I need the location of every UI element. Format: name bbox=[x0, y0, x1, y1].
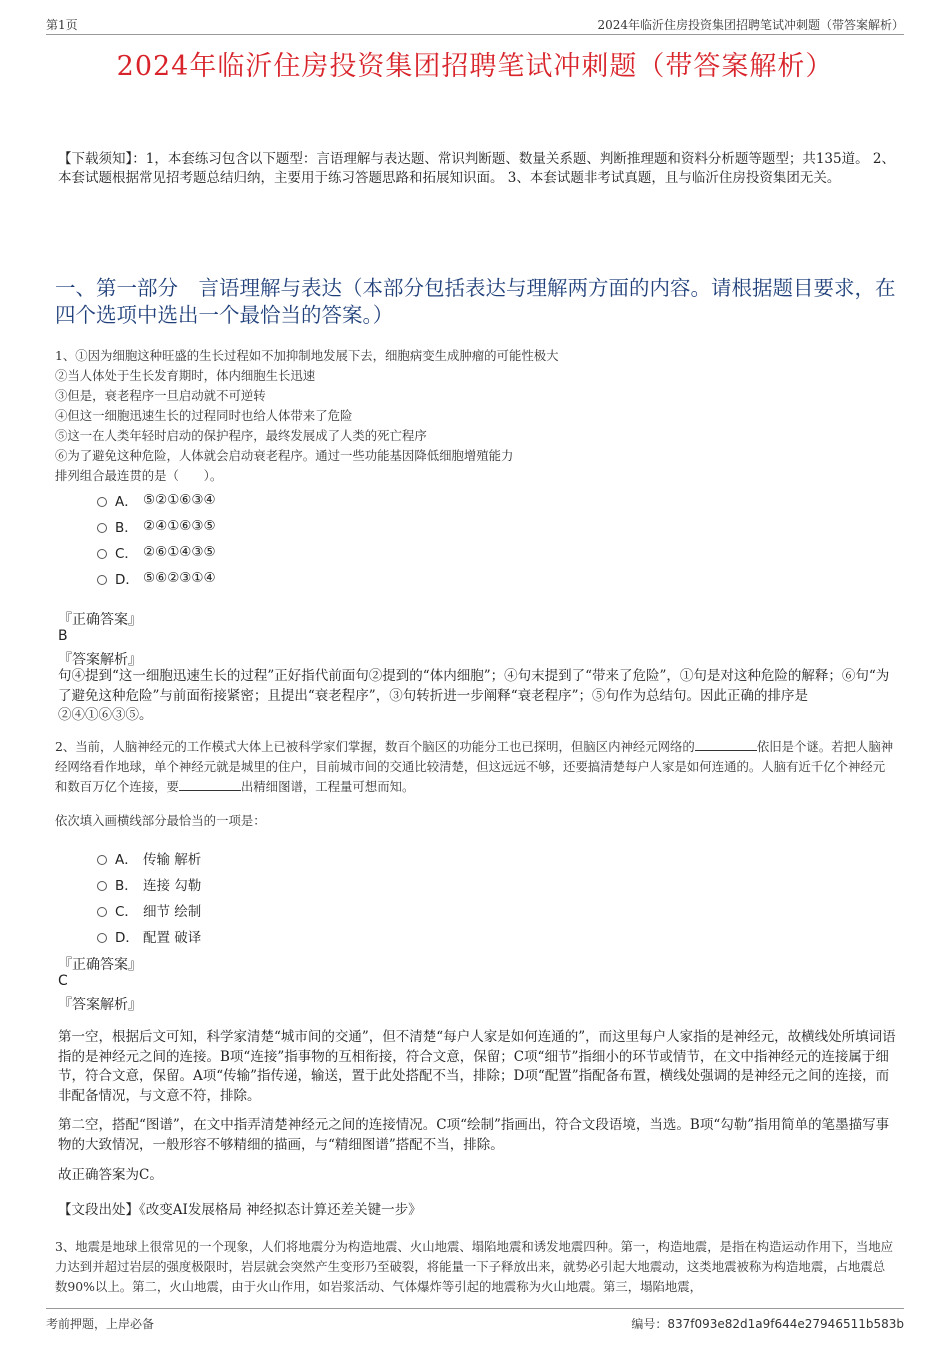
q1-option-a[interactable]: A． ⑤②①⑥③④ bbox=[97, 487, 216, 513]
q2-answer: C bbox=[58, 973, 68, 989]
q2-explanation-para-1: 第一空，根据后文可知，科学家清楚“城市间的交通”，但不清楚“每户人家是如何连通的”，而这里每户人家指的是神经元，故横线处所填词语指的是神经元之间的连接。B项“连接”指事物的互相衔接，符合文意，保留；C项“细节”指细小的环节或情节，在文中指神经元的连接属于细节，符合文意，保留。A项“传输”指传递，输送，置于此处搭配不当，排除；D项“配置”指配备布置，横线处强调的是神经元之间的连接，而非配备情况，与文意不符，排除。 bbox=[58, 1029, 896, 1104]
radio-icon[interactable] bbox=[97, 907, 107, 917]
q1-answer: B bbox=[58, 628, 68, 644]
q1-explanation-label: 『答案解析』 bbox=[58, 652, 142, 668]
page-title: 2024年临沂住房投资集团招聘笔试冲刺题（带答案解析） bbox=[116, 51, 834, 82]
q1-line: 1、①因为细胞这种旺盛的生长过程如不加抑制地发展下去，细胞病变生成肿瘤的可能性极大 bbox=[55, 348, 559, 363]
q1-option-c[interactable]: C． ②⑥①④③⑤ bbox=[97, 539, 216, 565]
q2-prompt: 依次填入画横线部分最恰当的一项是： bbox=[55, 813, 266, 828]
download-notice: 【下载须知】：1，本套练习包含以下题型：言语理解与表达题、常识判断题、数量关系题、判断推理题和资料分析题等题型；共135道。 2、本套试题根据常见招考题总结归纳，主要用于练习答题思路和拓展知识面。 3、本套试题非考试真题，且与临沂住房投资集团无关。 bbox=[58, 151, 895, 186]
footer-code: 编号：837f093e82d1a9f644e27946511b583b bbox=[631, 1317, 904, 1331]
question-3-stem: 3、地震是地球上很常见的一个现象，人们将地震分为构造地震、火山地震、塌陷地震和诱发地震四种。第一，构造地震，是指在构造运动作用下，当地应力达到并超过岩层的强度极限时，岩层就会突然产生变形乃至破裂，将能量一下子释放出来，就势必引起大地震动，这类地震被称为构造地震，占地震总数90%以上。第二，火山地震，由于火山作用，如岩浆活动、气体爆炸等引起的地震称为火山地震。第三，塌陷地震， bbox=[55, 1239, 894, 1294]
page-number: 第1页 bbox=[46, 18, 78, 32]
radio-icon[interactable] bbox=[97, 855, 107, 865]
radio-icon[interactable] bbox=[97, 933, 107, 943]
footer-slogan: 考前押题，上岸必备 bbox=[46, 1317, 155, 1331]
page-footer bbox=[46, 1308, 904, 1333]
q2-source: 【文段出处】《改变AI发展格局 神经拟态计算还差关键一步》 bbox=[58, 1202, 422, 1218]
question-2-stem: 2、当前，人脑神经元的工作模式大体上已被科学家们掌握，数百个脑区的功能分工也已探明，但脑区内神经元网络的 依旧是个谜。若把人脑神经网络看作地球，单个神经元就是城里的住户，目前城市间的交通比较清楚，但这远远不够，还要搞清楚每户人家是如何连通的。人脑有近千亿个神经元和数百万亿个连接，要 出精细图谱，工程量可想而知。 bbox=[55, 739, 894, 794]
q1-line: ⑥为了避免这种危险，人体就会启动衰老程序。通过一些功能基因降低细胞增殖能力 bbox=[55, 448, 514, 463]
question-1-stem bbox=[55, 346, 897, 486]
q1-option-d[interactable]: D． ⑤⑥②③①④ bbox=[97, 565, 216, 591]
q2-option-c[interactable]: C． 细节 绘制 bbox=[97, 897, 201, 923]
q2-answer-label: 『正确答案』 bbox=[58, 957, 142, 973]
q2-explanation-para-3: 故正确答案为C。 bbox=[58, 1167, 163, 1183]
radio-icon[interactable] bbox=[97, 523, 107, 533]
q1-line: ⑤这一在人类年轻时启动的保护程序，最终发展成了人类的死亡程序 bbox=[55, 428, 427, 443]
q1-option-b[interactable]: B． ②④①⑥③⑤ bbox=[97, 513, 216, 539]
q1-answer-label: 『正确答案』 bbox=[58, 612, 142, 628]
radio-icon[interactable] bbox=[97, 549, 107, 559]
fill-blank bbox=[179, 778, 241, 791]
radio-icon[interactable] bbox=[97, 881, 107, 891]
q1-line: 排列组合最连贯的是（ ）。 bbox=[55, 468, 223, 483]
question-2-options bbox=[97, 845, 201, 949]
q1-line: ③但是，衰老程序一旦启动就不可逆转 bbox=[55, 388, 266, 403]
q1-explanation: 句④提到“这一细胞迅速生长的过程”正好指代前面句②提到的“体内细胞”；④句末提到了“带来了危险”，①句是对这种危险的解释；⑥句“为了避免这种危险”与前面衔接紧密；且提出“衰老程序”，③句转折进一步阐释“衰老程序”；⑤句作为总结句。因此正确的排序是②④①⑥③⑤。 bbox=[58, 668, 890, 723]
q1-line: ④但这一细胞迅速生长的过程同时也给人体带来了危险 bbox=[55, 408, 353, 423]
q2-explanation-label: 『答案解析』 bbox=[58, 997, 142, 1013]
question-1-options bbox=[97, 487, 216, 591]
q2-option-d[interactable]: D． 配置 破译 bbox=[97, 923, 201, 949]
header-doc-title: 2024年临沂住房投资集团招聘笔试冲刺题（带答案解析） bbox=[597, 18, 904, 32]
q2-option-b[interactable]: B． 连接 勾勒 bbox=[97, 871, 201, 897]
q1-line: ②当人体处于生长发育期时，体内细胞生长迅速 bbox=[55, 368, 316, 383]
radio-icon[interactable] bbox=[97, 575, 107, 585]
radio-icon[interactable] bbox=[97, 497, 107, 507]
page-header bbox=[46, 14, 904, 35]
section-heading: 一、第一部分 言语理解与表达（本部分包括表达与理解两方面的内容。请根据题目要求，在四个选项中选出一个最恰当的答案。） bbox=[55, 276, 896, 327]
fill-blank bbox=[695, 738, 757, 751]
q2-explanation-para-2: 第二空，搭配“图谱”，在文中指弄清楚神经元之间的连接情况。C项“绘制”指画出，符合文段语境，当选。B项“勾勒”指用简单的笔墨描写事物的大致情况，一般形容不够精细的描画，与“精细图谱”搭配不当，排除。 bbox=[58, 1117, 890, 1153]
q2-option-a[interactable]: A． 传输 解析 bbox=[97, 845, 201, 871]
